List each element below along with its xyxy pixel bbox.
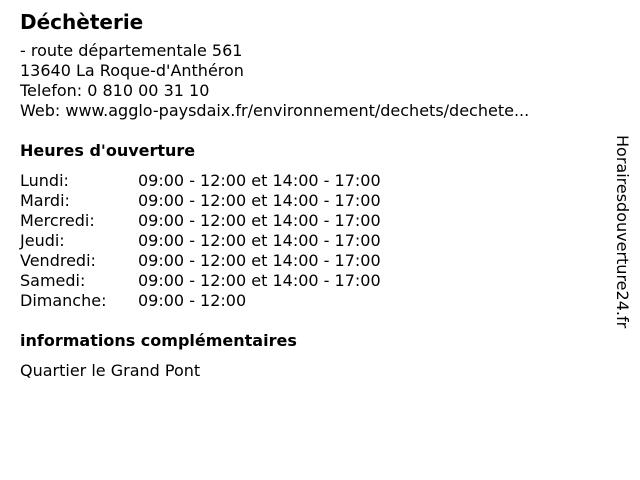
day-label: Dimanche:	[20, 291, 107, 310]
day-label: Mardi:	[20, 191, 70, 210]
hours-row-saturday	[20, 271, 381, 291]
day-hours: 09:00 - 12:00 et 14:00 - 17:00	[138, 171, 381, 190]
day-hours: 09:00 - 12:00 et 14:00 - 17:00	[138, 211, 381, 230]
address-line-street: - route départementale 561	[20, 41, 243, 60]
day-hours: 09:00 - 12:00 et 14:00 - 17:00	[138, 231, 381, 250]
day-hours: 09:00 - 12:00	[138, 291, 247, 310]
day-label: Lundi:	[20, 171, 69, 190]
address-line-city: 13640 La Roque-d'Anthéron	[20, 61, 244, 80]
phone-line: Telefon: 0 810 00 31 10	[20, 81, 210, 100]
website-line: Web: www.agglo-paysdaix.fr/environnement/dechets/dechete...	[20, 101, 530, 120]
day-label: Jeudi:	[20, 231, 65, 250]
additional-info-heading: informations complémentaires	[20, 331, 297, 350]
day-label: Vendredi:	[20, 251, 96, 270]
place-title: Déchèterie	[20, 10, 144, 34]
day-label: Samedi:	[20, 271, 86, 290]
day-hours: 09:00 - 12:00 et 14:00 - 17:00	[138, 271, 381, 290]
additional-info-text: Quartier le Grand Pont	[20, 361, 201, 380]
hours-row-thursday	[20, 231, 381, 251]
day-label: Mercredi:	[20, 211, 95, 230]
opening-hours-table	[20, 171, 381, 311]
hours-row-monday	[20, 171, 381, 191]
hours-row-tuesday	[20, 191, 381, 211]
place-card	[20, 10, 600, 381]
hours-row-friday	[20, 251, 381, 271]
opening-hours-heading: Heures d'ouverture	[20, 141, 196, 160]
site-watermark: Horairesdouverture24.fr	[613, 135, 632, 329]
day-hours: 09:00 - 12:00 et 14:00 - 17:00	[138, 191, 381, 210]
day-hours: 09:00 - 12:00 et 14:00 - 17:00	[138, 251, 381, 270]
hours-row-wednesday	[20, 211, 381, 231]
hours-row-sunday	[20, 291, 381, 311]
